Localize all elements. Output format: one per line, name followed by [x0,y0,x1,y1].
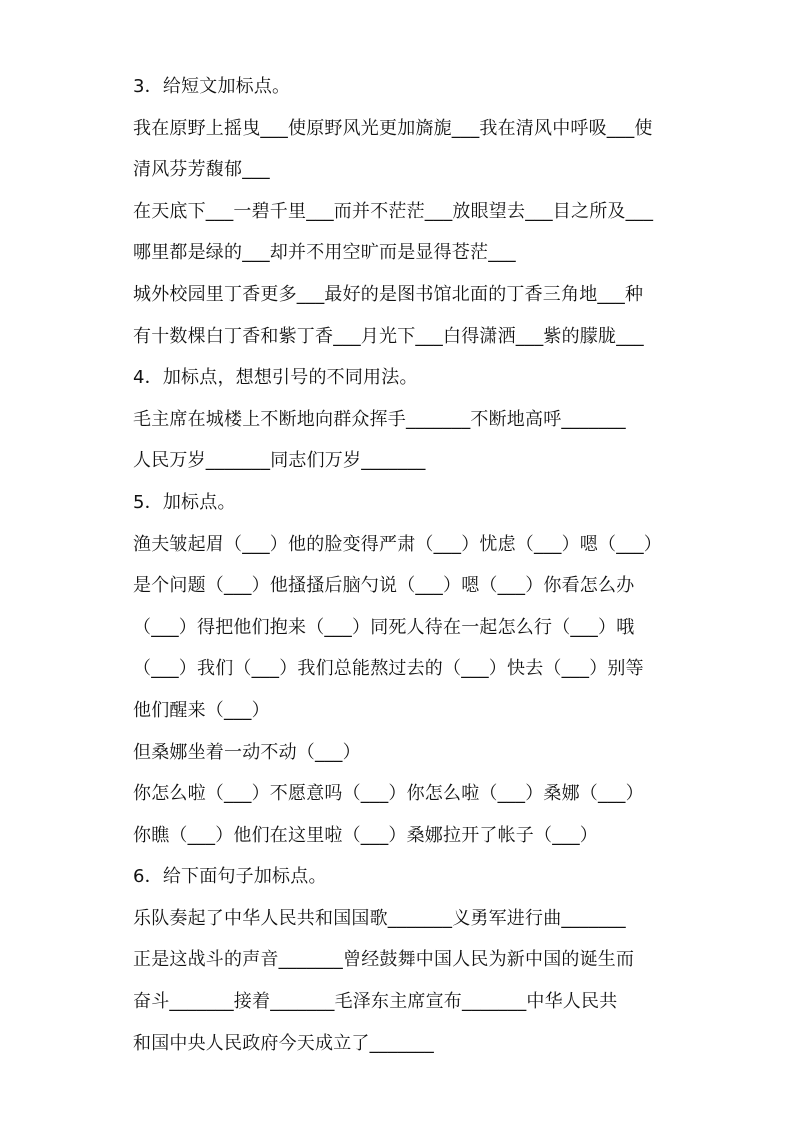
q4-text-line-1: 毛主席在城楼上不断地向群众挥手_______不断地高呼_______ [133,408,626,430]
q5-text-line-4: （___）我们（___）我们总能熬过去的（___）快去（___）别等 [133,658,644,680]
q3-text-line-3: 在天底下___一碧千里___而并不茫茫___放眼望去___目之所及___ [133,200,654,222]
q5-text-line-3: （___）得把他们抱来（___）同死人待在一起怎么行（___）哦 [133,616,635,638]
q5-heading: 5．加标点。 [133,491,236,513]
q3-text-line-6: 有十数棵白丁香和紫丁香___月光下___白得潇洒___紫的朦胧___ [133,325,644,347]
q5-text-line-2: 是个问题（___）他搔搔后脑勺说（___）嗯（___）你看怎么办 [133,575,635,597]
q5-text-line-5: 他们醒来（___） [133,699,270,721]
q3-heading: 3．给短文加标点。 [133,76,291,97]
q6-text-line-4: 和国中央人民政府今天成立了_______ [133,1032,434,1054]
q6-text-line-2: 正是这战斗的声音_______曾经鼓舞中国人民为新中国的诞生而 [133,949,635,971]
q3-text-line-2: 清风芬芳馥郁___ [133,159,270,181]
q5-text-line-8: 你瞧（___）他们在这里啦（___）桑娜拉开了帐子（___） [133,824,598,846]
q3-text-line-4: 哪里都是绿的___却并不用空旷而是显得苍茫___ [133,242,516,264]
q5-text-line-7: 你怎么啦（___）不愿意吗（___）你怎么啦（___）桑娜（___） [133,783,644,805]
q4-text-line-2: 人民万岁_______同志们万岁_______ [133,450,426,472]
q5-text-line-6: 但桑娜坐着一动不动（___） [133,741,361,763]
q4-heading: 4．加标点，想想引号的不同用法。 [133,367,418,389]
q5-text-line-1: 渔夫皱起眉（___）他的脸变得严肃（___）忧虑（___）嗯（___） [133,533,662,555]
q6-text-line-3: 奋斗_______接着_______毛泽东主席宣布_______中华人民共 [133,991,618,1013]
q3-text-line-1: 我在原野上摇曳___使原野风光更加旖旎___我在清风中呼吸___使 [133,117,653,139]
q6-text-line-1: 乐队奏起了中华人民共和国国歌_______义勇军进行曲_______ [133,907,626,929]
q3-text-line-5: 城外校园里丁香更多___最好的是图书馆北面的丁香三角地___种 [133,283,644,305]
q6-heading: 6．给下面句子加标点。 [133,866,327,888]
